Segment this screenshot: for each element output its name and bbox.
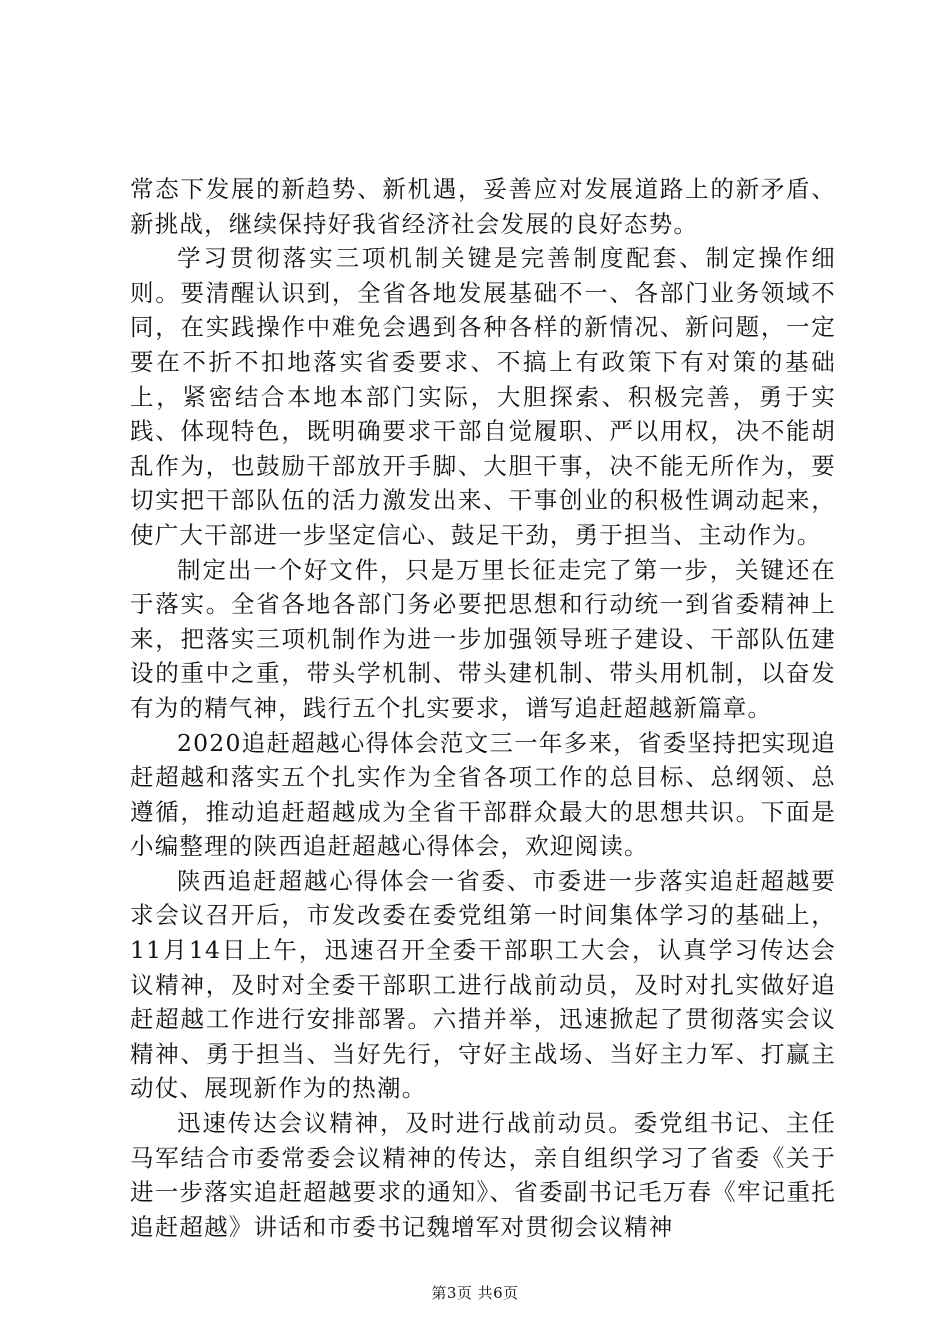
document-body xyxy=(130,172,836,1244)
paragraph-3: 制定出一个好文件，只是万里长征走完了第一步，关键还在于落实。全省各地各部门务必要把思想和行动统一到省委精神上来，把落实三项机制作为进一步加强领导班子建设、干部队伍建设的重中之重，带头学机制、带头建机制、带头用机制，以奋发有为的精气神，践行五个扎实要求，谱写追赶超越新篇章。 xyxy=(130,555,836,722)
paragraph-6: 迅速传达会议精神，及时进行战前动员。委党组书记、主任马军结合市委常委会议精神的传达，亲自组织学习了省委《关于进一步落实追赶超越要求的通知》、省委副书记毛万春《牢记重托追赶超越》讲话和市委书记魏增军对贯彻会议精神 xyxy=(130,1109,836,1241)
paragraph-4: 2020追赶超越心得体会范文三一年多来，省委坚持把实现追赶超越和落实五个扎实作为全省各项工作的总目标、总纲领、总遵循，推动追赶超越成为全省干部群众最大的思想共识。下面是小编整理的陕西追赶超越心得体会，欢迎阅读。 xyxy=(130,728,836,861)
paragraph-2: 学习贯彻落实三项机制关键是完善制度配套、制定操作细则。要清醒认识到，全省各地发展基础不一、各部门业务领域不同，在实践操作中难免会遇到各种各样的新情况、新问题，一定要在不折不扣地落实省委要求、不搞上有政策下有对策的基础上，紧密结合本地本部门实际，大胆探索、积极完善，勇于实践、体现特色，既明确要求干部自觉履职、严以用权，决不能胡乱作为，也鼓励干部放开手脚、大胆干事，决不能无所作为，要切实把干部队伍的活力激发出来、干事创业的积极性调动起来，使广大干部进一步坚定信心、鼓足干劲，勇于担当、主动作为。 xyxy=(130,244,836,549)
page-footer: 第3页 共6页 xyxy=(431,1284,519,1302)
paragraph-1: 常态下发展的新趋势、新机遇，妥善应对发展道路上的新矛盾、新挑战，继续保持好我省经济社会发展的良好态势。 xyxy=(130,175,836,238)
paragraph-5: 陕西追赶超越心得体会一省委、市委进一步落实追赶超越要求会议召开后，市发改委在委党组第一时间集体学习的基础上，11月14日上午，迅速召开全委干部职工大会，认真学习传达会议精神，及时对全委干部职工进行战前动员，及时对扎实做好追赶超越工作进行安排部署。六措并举，迅速掀起了贯彻落实会议精神、勇于担当、当好先行，守好主战场、当好主力军、打赢主动仗、展现新作为的热潮。 xyxy=(130,866,836,1103)
